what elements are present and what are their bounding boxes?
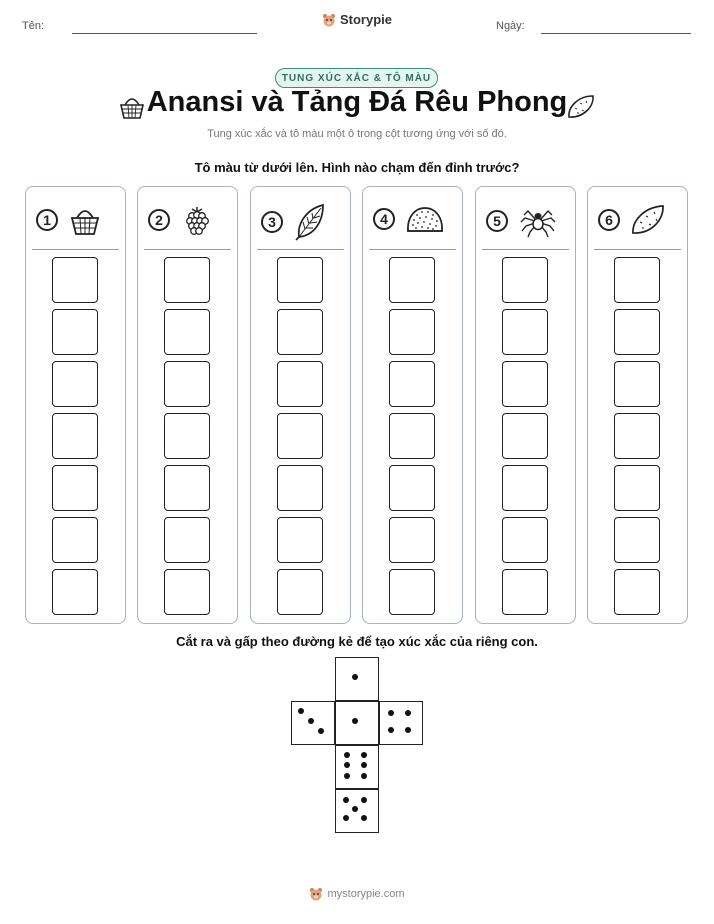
basket-icon [68,203,102,237]
color-cell[interactable] [52,257,98,303]
color-cell[interactable] [277,569,323,615]
die-pip [405,727,411,733]
color-cell[interactable] [52,517,98,563]
color-cell[interactable] [164,517,210,563]
color-cell[interactable] [52,361,98,407]
color-cell[interactable] [389,465,435,511]
footer [0,887,714,901]
column-divider [32,249,119,250]
die-pip [344,773,350,779]
column-divider [369,249,456,250]
die-pip [361,773,367,779]
color-cell[interactable] [164,257,210,303]
bear-logo-icon [322,13,336,27]
color-cell[interactable] [389,517,435,563]
color-cell[interactable] [502,361,548,407]
yam-icon [566,93,596,121]
column-number: 2 [148,209,170,231]
column-number: 3 [261,211,283,233]
column-number: 6 [598,209,620,231]
column-divider [594,249,681,250]
die-pip [318,728,324,734]
color-cell[interactable] [389,413,435,459]
die-pip [343,815,349,821]
color-cell[interactable] [164,465,210,511]
die-face-1b [335,701,379,745]
name-label: Tên: [22,20,45,32]
subtitle: Tung xúc xắc và tô màu một ô trong cột tương ứng với số đó. [207,128,507,140]
dice-column-2 [137,186,238,624]
color-cell[interactable] [164,413,210,459]
footer-url[interactable]: mystorypie.com [327,888,405,900]
die-pip [352,806,358,812]
column-number: 1 [36,209,58,231]
die-pip [343,797,349,803]
brand-logo [0,12,714,27]
color-cell[interactable] [502,309,548,355]
dice-column-6 [587,186,688,624]
mossy-rock-icon [405,203,445,235]
color-cell[interactable] [52,569,98,615]
color-cell[interactable] [164,309,210,355]
cut-instruction: Cắt ra và gấp theo đường kẻ để tạo xúc xắc của riêng con. [176,634,538,649]
dice-column-3 [250,186,351,624]
color-cell[interactable] [277,413,323,459]
column-divider [257,249,344,250]
color-cell[interactable] [389,569,435,615]
die-face-1 [335,657,379,701]
color-cell[interactable] [614,465,660,511]
column-divider [482,249,569,250]
color-cell[interactable] [277,517,323,563]
color-cell[interactable] [277,361,323,407]
date-line[interactable] [541,33,691,34]
yam-icon [630,203,666,237]
color-cell[interactable] [389,361,435,407]
color-cell[interactable] [164,361,210,407]
die-face-4 [379,701,423,745]
name-line[interactable] [72,33,257,34]
color-cell[interactable] [164,569,210,615]
color-cell[interactable] [502,465,548,511]
color-cell[interactable] [52,413,98,459]
color-cell[interactable] [502,257,548,303]
activity-badge: TUNG XÚC XẮC & TÔ MÀU [275,68,438,88]
color-cell[interactable] [277,257,323,303]
die-pip [361,762,367,768]
die-pip [344,762,350,768]
die-face-5 [335,789,379,833]
color-cell[interactable] [614,569,660,615]
instruction: Tô màu từ dưới lên. Hình nào chạm đến đỉnh trước? [194,160,520,175]
spider-icon [518,203,558,239]
die-pip [388,710,394,716]
die-pip [344,752,350,758]
color-cell[interactable] [614,361,660,407]
color-cell[interactable] [614,309,660,355]
column-number: 4 [373,208,395,230]
die-pip [361,752,367,758]
color-cell[interactable] [277,465,323,511]
brand-name: Storypie [339,12,392,27]
color-cell[interactable] [614,413,660,459]
die-pip [361,815,367,821]
color-cell[interactable] [502,569,548,615]
leaf-icon [293,203,327,241]
dice-column-1 [25,186,126,624]
date-label: Ngày: [496,20,525,32]
dice-column-5 [475,186,576,624]
die-face-3 [291,701,335,745]
color-cell[interactable] [614,257,660,303]
color-cell[interactable] [52,465,98,511]
die-pip [388,727,394,733]
die-pip [308,718,314,724]
bear-logo-icon [309,887,323,901]
color-cell[interactable] [502,517,548,563]
color-cell[interactable] [389,309,435,355]
color-cell[interactable] [389,257,435,303]
column-number: 5 [486,210,508,232]
die-pip [352,718,358,724]
die-pip [352,674,358,680]
color-cell[interactable] [277,309,323,355]
color-cell[interactable] [614,517,660,563]
die-pip [298,708,304,714]
basket-icon [118,93,146,121]
raspberry-icon [180,203,214,237]
color-cell[interactable] [52,309,98,355]
color-cell[interactable] [502,413,548,459]
die-pip [361,797,367,803]
page-title: Anansi và Tảng Đá Rêu Phong [146,86,568,118]
die-pip [405,710,411,716]
die-face-6 [335,745,379,789]
dice-column-4 [362,186,463,624]
column-divider [144,249,231,250]
